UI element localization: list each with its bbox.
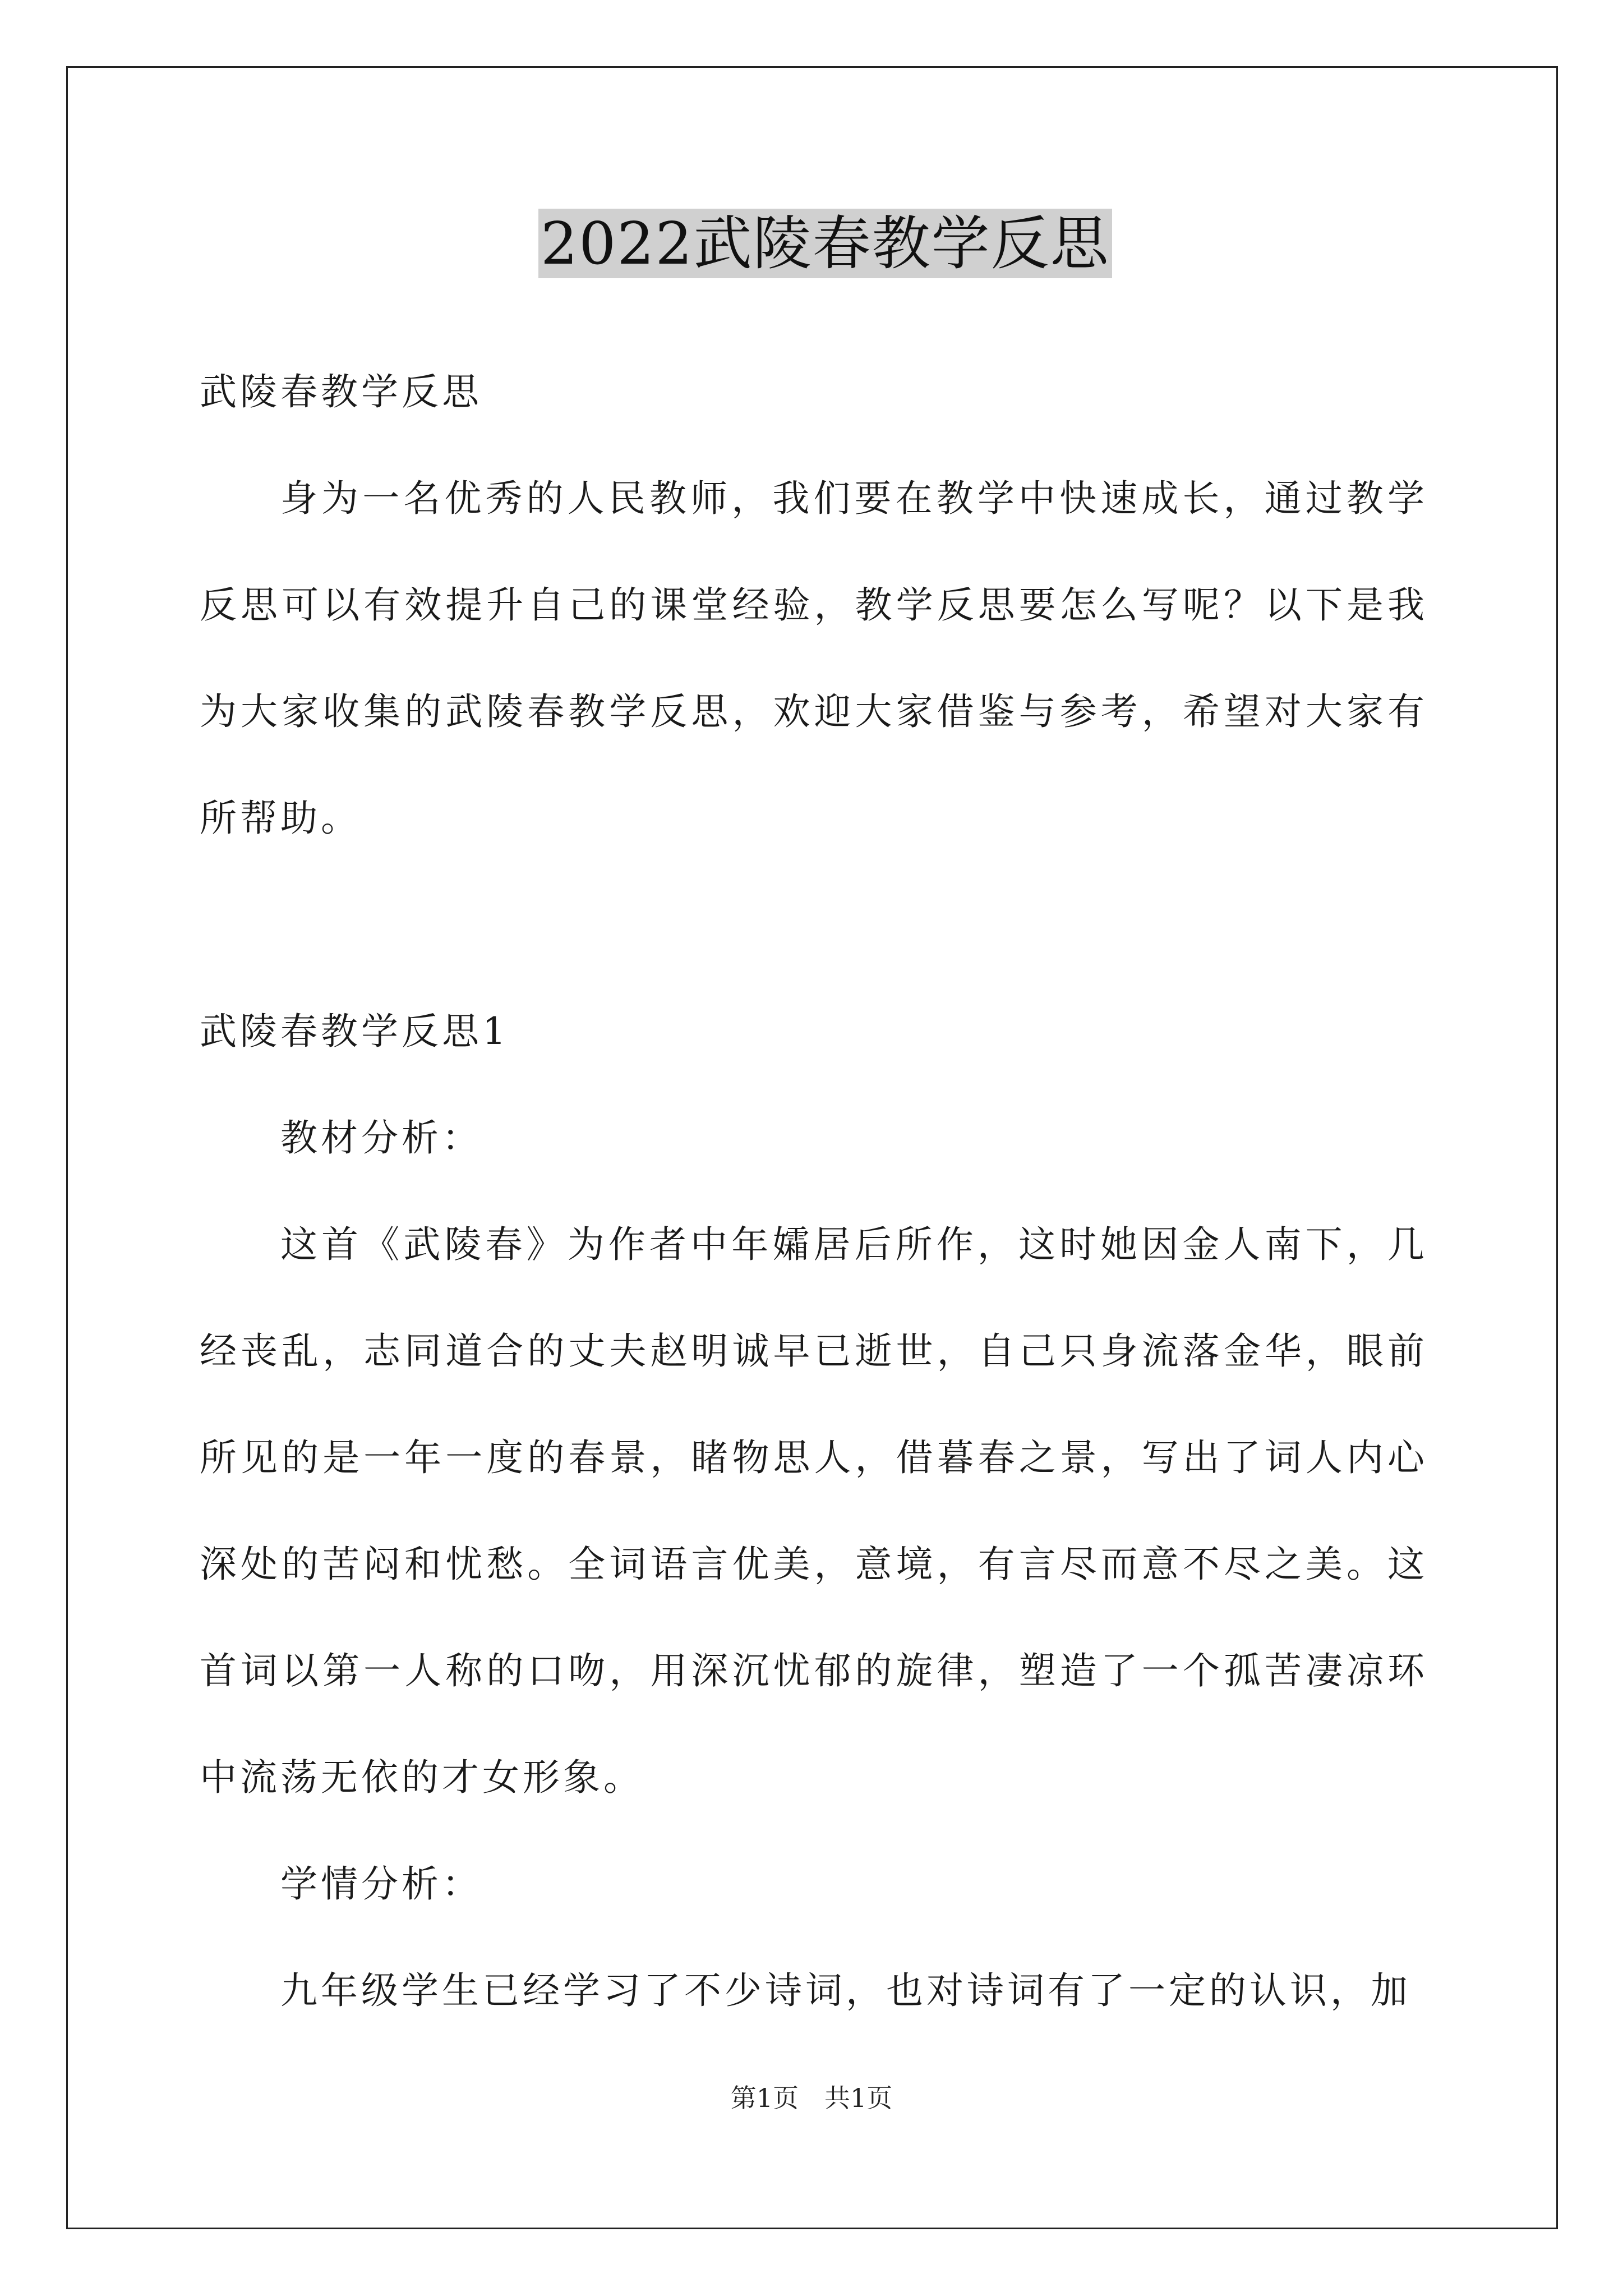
paragraph-spacer: [200, 872, 1428, 978]
body-paragraph: 这首《武陵春》为作者中年孀居后所作，这时她因金人南下，几经丧乱，志同道合的丈夫赵明诚早已逝世，自己只身流落金华，眼前所见的是一年一度的春景，睹物思人，借暮春之景，写出了词人内心深处的苦闷和忧愁。全词语言优美，意境，有言尽而意不尽之美。这首词以第一人称的口吻，用深沉忧郁的旋律，塑造了一个孤苦凄凉环中流荡无依的才女形象。: [200, 1223, 1428, 1799]
body-paragraph: 九年级学生已经学习了不少诗词，也对诗词有了一定的认识，加: [280, 1969, 1411, 2012]
section-heading: 武陵春教学反思: [200, 370, 482, 413]
subheading: 学情分析：: [280, 1862, 482, 1906]
page-footer: 第1页 共1页: [730, 2083, 893, 2113]
section-heading: 武陵春教学反思1: [200, 1010, 509, 1053]
intro-paragraph: 身为一名优秀的人民教师，我们要在教学中快速成长，通过教学反思可以有效提升自己的课堂经验，教学反思要怎么写呢？以下是我为大家收集的武陵春教学反思，欢迎大家借鉴与参考，希望对大家有所帮助。: [200, 477, 1428, 840]
document-title: 2022武陵春教学反思: [538, 209, 1112, 278]
document-body: [200, 339, 1428, 2044]
subheading: 教材分析：: [280, 1116, 482, 1159]
